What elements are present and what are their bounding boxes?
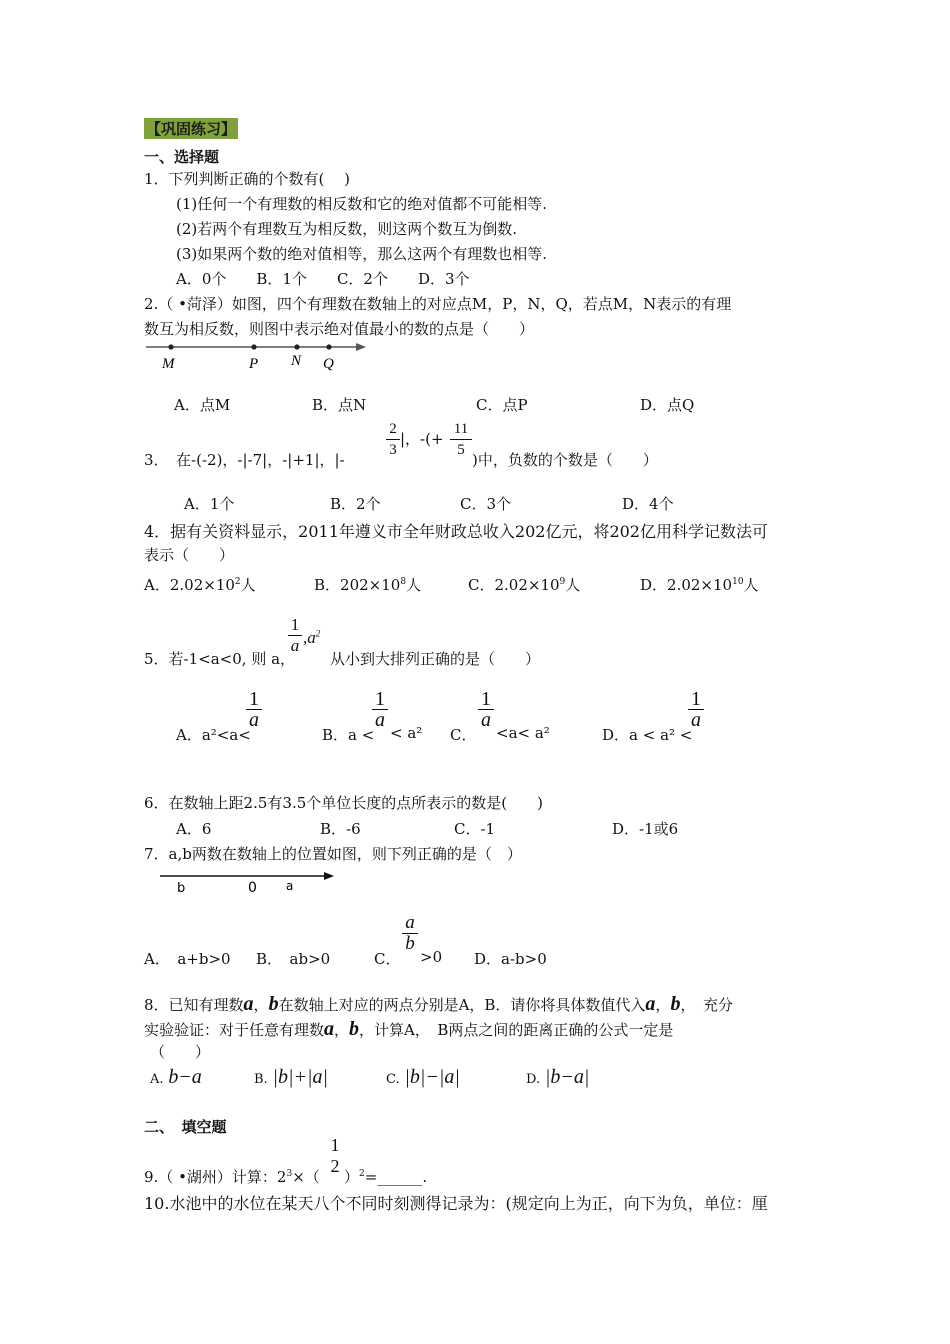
q7-stem: 7．a,b两数在数轴上的位置如图，则下列正确的是（ ） (144, 845, 522, 863)
q3-prefix: 3． 在-(-2)，-|-7|，-|+1|，|- (144, 451, 345, 469)
point-n-dot (294, 344, 299, 349)
q5-option-d-left: D．a < a² < (602, 726, 693, 744)
q7-option-c-fraction: a b (402, 914, 418, 953)
q6-option-a: A．6 (176, 820, 212, 838)
q7-option-a: A． a+b>0 (144, 950, 231, 968)
q4-line-2: 表示（ ） (144, 546, 235, 564)
q7-number-line (158, 866, 338, 896)
q2-option-a: A．点M (174, 396, 231, 414)
q2-line-2: 数互为相反数，则图中表示绝对值最小的数的点是（ ） (144, 320, 535, 338)
q1-statement-1: (1)任何一个有理数的相反数和它的绝对值都不可能相等. (176, 195, 548, 213)
q5-suffix: 从小到大排列正确的是（ ） (330, 650, 541, 668)
q5-option-a: A．a²<a< (176, 726, 251, 744)
q9-prefix: 9.（ •湖州）计算：$2^3\times$（ (144, 1168, 320, 1186)
q5-option-a-fraction: 1 a (246, 690, 262, 729)
section-title-fill: 二、 填空题 (144, 1118, 227, 1136)
q5-option-c-fraction: 1 a (478, 690, 494, 729)
q3-option-c: C．3个 (460, 495, 512, 513)
q5-fraction: 1 a (288, 616, 302, 655)
q3-fraction-1: 2 3 (386, 420, 400, 459)
q3-fraction-2: 11 5 (450, 420, 472, 459)
q8-line-1: 8．已知有理数a，b在数轴上对应的两点分别是A，B．请你将具体数值代入a，b， 充分 (144, 993, 733, 1015)
q6-option-c: C．-1 (454, 820, 496, 838)
q7-option-d: D．a-b>0 (474, 950, 547, 968)
q1-stem: 1．下列判断正确的个数有( ) (144, 170, 351, 188)
q5-option-c-right: <a< a² (496, 724, 550, 742)
q6-option-d: D．-1或6 (612, 820, 679, 838)
label-n: N (291, 353, 302, 369)
section-heading: 【巩固练习】 (146, 120, 237, 138)
q8-option-c: C. |b|−|a| (386, 1066, 460, 1088)
q9-fraction: 1 2 (330, 1135, 340, 1176)
q5-a-squared: $,a^2$ (303, 628, 321, 647)
q2-option-b: B．点N (312, 396, 367, 414)
q3-option-d: D．4个 (622, 495, 674, 513)
q1-statement-2: (2)若两个有理数互为相反数，则这两个数互为倒数. (176, 220, 518, 238)
q7-option-c-value: >0 (420, 948, 443, 966)
q5-option-b-fraction: 1 a (372, 690, 388, 729)
q4-option-a: A．$2.02\times 10^2$人 (144, 576, 256, 594)
q3-option-b: B．2个 (330, 495, 381, 513)
label-a: a (286, 879, 294, 893)
q7-option-c: C． (374, 950, 401, 968)
q8-option-a: A. b−a (150, 1066, 202, 1088)
q8-line-2: 实验验证：对于任意有理数a，b，计算A， B两点之间的距离正确的公式一定是 (144, 1018, 674, 1040)
q6-stem: 6．在数轴上距2.5有3.5个单位长度的点所表示的数是( ) (144, 794, 543, 812)
q4-option-d: D．$2.02\times 10^{10}$人 (640, 576, 759, 594)
point-m-dot (168, 344, 173, 349)
q1-options: A．0个 B．1个 C．2个 D．3个 (176, 270, 470, 288)
q3-suffix: )中，负数的个数是（ ） (472, 451, 658, 469)
label-p: P (249, 356, 259, 372)
q9-suffix: ）$^2$=______. (344, 1168, 428, 1186)
point-p-dot (251, 344, 256, 349)
q5-option-b-left: B．a < (322, 726, 375, 744)
q7-option-b: B． ab>0 (256, 950, 331, 968)
q2-number-line (144, 338, 369, 374)
q4-option-b: B．$202\times 10^8$人 (314, 576, 422, 594)
label-b: b (177, 881, 186, 896)
q10-line: 10.水池中的水位在某天八个不同时刻测得记录为：(规定向上为正，向下为负，单位：厘 (144, 1194, 768, 1213)
q5-option-c-label: C． (450, 726, 477, 744)
q5-prefix: 5．若-1<a<0, 则 a， (144, 650, 296, 668)
label-m: M (162, 356, 175, 372)
q1-statement-3: (3)如果两个数的绝对值相等，那么这两个有理数也相等. (176, 245, 548, 263)
q4-line-1: 4．据有关资料显示，2011年遵义市全年财政总收入202亿元，将202亿用科学记数法可 (144, 522, 768, 541)
q4-option-c: C．$2.02\times 10^9$人 (468, 576, 581, 594)
q5-option-b-right: < a² (390, 724, 423, 742)
q6-option-b: B．-6 (320, 820, 361, 838)
label-q: Q (323, 356, 334, 372)
q2-option-c: C．点P (476, 396, 528, 414)
label-zero: 0 (248, 880, 257, 896)
q3-option-a: A．1个 (184, 495, 235, 513)
point-q-dot (326, 344, 331, 349)
q2-line-1: 2.（ •菏泽）如图，四个有理数在数轴上的对应点M，P，N，Q，若点M，N表示的有理 (144, 295, 732, 313)
q5-option-d-fraction: 1 a (688, 690, 704, 729)
section-title-choice: 一、选择题 (144, 148, 220, 166)
q8-line-3: （ ） (150, 1043, 211, 1061)
q8-option-d: D. |b−a| (526, 1066, 590, 1088)
q3-mid: |，-(+ (400, 430, 444, 448)
q8-option-b: B. |b|+|a| (254, 1066, 328, 1088)
q2-option-d: D．点Q (640, 396, 695, 414)
